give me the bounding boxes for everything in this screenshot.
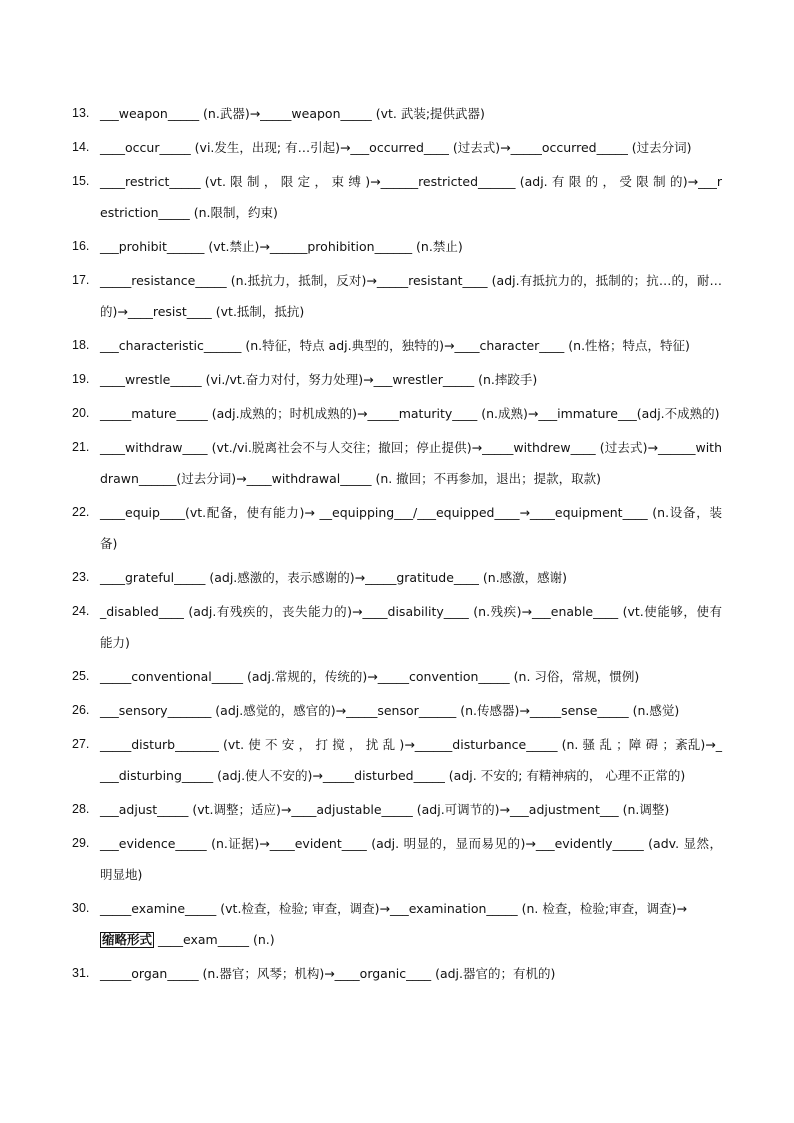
item-text: ___evidence_____ (n.证据)→____evident____ (adj. 明显的，显而易见的)→___evidently_____ (adv. 显然，明显地) [100, 836, 722, 882]
list-item [0, 497, 794, 559]
item-number: 13. [72, 106, 90, 120]
item-text: ___adjust_____ (vt.调整；适应)→____adjustable_____ (adj.可调节的)→___adjustment___ (n.调整) [100, 802, 670, 817]
item-text: _disabled____ (adj.有残疾的，丧失能力的)→____disability____ (n.残疾)→___enable____ (vt.使能够，使有能力) [100, 604, 722, 650]
item-number: 30. [72, 901, 90, 915]
item-text-tail: ____exam_____ (n.) [158, 932, 275, 947]
item-number: 26. [72, 703, 90, 717]
item-text: ___sensory_______ (adj.感觉的，感官的)→_____sensor______ (n.传感器)→_____sense_____ (n.感觉) [100, 703, 680, 718]
abbreviation-label: 缩略形式 [102, 932, 153, 947]
list-item [0, 794, 794, 825]
list-item [0, 98, 794, 129]
list-item [0, 398, 794, 429]
item-text: _____mature_____ (adj.成熟的；时机成熟的)→_____maturity____ (n.成熟)→___immature___(adj.不成熟的) [100, 406, 720, 421]
item-text: ____withdraw____ (vt./vi.脱离社会不与人交往；撤回；停止提供)→_____withdrew____ (过去式)→______withdrawn______(过去分词)→____withdrawal_____ (n. 撤回；不再参加，退出；提款，取款) [100, 440, 722, 486]
item-number: 18. [72, 338, 90, 352]
list-item [0, 893, 794, 955]
item-number: 21. [72, 440, 90, 454]
item-number: 17. [72, 273, 90, 287]
list-item [0, 432, 794, 494]
list-item [0, 958, 794, 989]
item-text: ____restrict_____ (vt. 限 制 ， 限 定 ， 束 缚 )→______restricted______ (adj. 有 限 的 ， 受 限 制 的)→___restriction_____ (n.限制，约束) [100, 174, 722, 220]
item-number: 14. [72, 140, 90, 154]
item-number: 16. [72, 239, 90, 253]
item-text-main: _____examine_____ (vt.检查，检验; 审查，调查)→___examination_____ (n. 检查，检验;审查，调查)→ [100, 901, 687, 916]
item-text [100, 893, 722, 955]
item-number: 28. [72, 802, 90, 816]
list-item [0, 695, 794, 726]
item-number: 15. [72, 174, 90, 188]
item-text: _____conventional_____ (adj.常规的，传统的)→_____convention_____ (n. 习俗，常规，惯例) [100, 669, 640, 684]
list-item [0, 562, 794, 593]
item-text: ____grateful_____ (adj.感激的，表示感谢的)→_____gratitude____ (n.感激，感谢) [100, 570, 568, 585]
item-text: ____wrestle_____ (vi./vt.奋力对付，努力处理)→___wrestler_____ (n.摔跤手) [100, 372, 538, 387]
item-text: ___characteristic______ (n.特征，特点 adj.典型的，独特的)→____character____ (n.性格；特点，特征) [100, 338, 690, 353]
item-number: 24. [72, 604, 90, 618]
item-text: ___weapon_____ (n.武器)→_____weapon_____ (vt. 武装;提供武器) [100, 106, 485, 121]
list-item [0, 330, 794, 361]
list-item [0, 828, 794, 890]
list-item [0, 364, 794, 395]
item-number: 23. [72, 570, 90, 584]
list-item [0, 729, 794, 791]
item-number: 20. [72, 406, 90, 420]
item-number: 27. [72, 737, 90, 751]
item-number: 29. [72, 836, 90, 850]
item-number: 31. [72, 966, 90, 980]
item-text: _____organ_____ (n.器官；风琴；机构)→____organic____ (adj.器官的；有机的) [100, 966, 556, 981]
list-item [0, 661, 794, 692]
item-text: ____occur_____ (vi.发生，出现; 有…引起)→___occurred____ (过去式)→_____occurred_____ (过去分词) [100, 140, 692, 155]
item-number: 19. [72, 372, 90, 386]
list-item [0, 231, 794, 262]
item-text: _____resistance_____ (n.抵抗力，抵制，反对)→_____resistant____ (adj.有抵抗力的，抵制的；抗…的，耐…的)→____resist____ (vt.抵制，抵抗) [100, 273, 722, 319]
list-item [0, 265, 794, 327]
list-item [0, 132, 794, 163]
item-number: 22. [72, 505, 90, 519]
item-text: ____equip____(vt.配备，使有能力)→ __equipping___/___equipped____→____equipment____ (n.设备，装备) [100, 505, 722, 551]
item-text: ___prohibit______ (vt.禁止)→______prohibition______ (n.禁止) [100, 239, 463, 254]
list-item [0, 166, 794, 228]
item-number: 25. [72, 669, 90, 683]
item-text: _____disturb_______ (vt. 使 不 安 ， 打 搅 ， 扰 乱 )→______disturbance_____ (n. 骚 乱 ；障 碍 ；紊乱)→____disturbing_____ (adj.使人不安的)→_____disturbed_____ (adj. 不安的; 有精神病的， 心理不正常的) [100, 737, 722, 783]
vocabulary-list [0, 98, 794, 992]
list-item [0, 596, 794, 658]
